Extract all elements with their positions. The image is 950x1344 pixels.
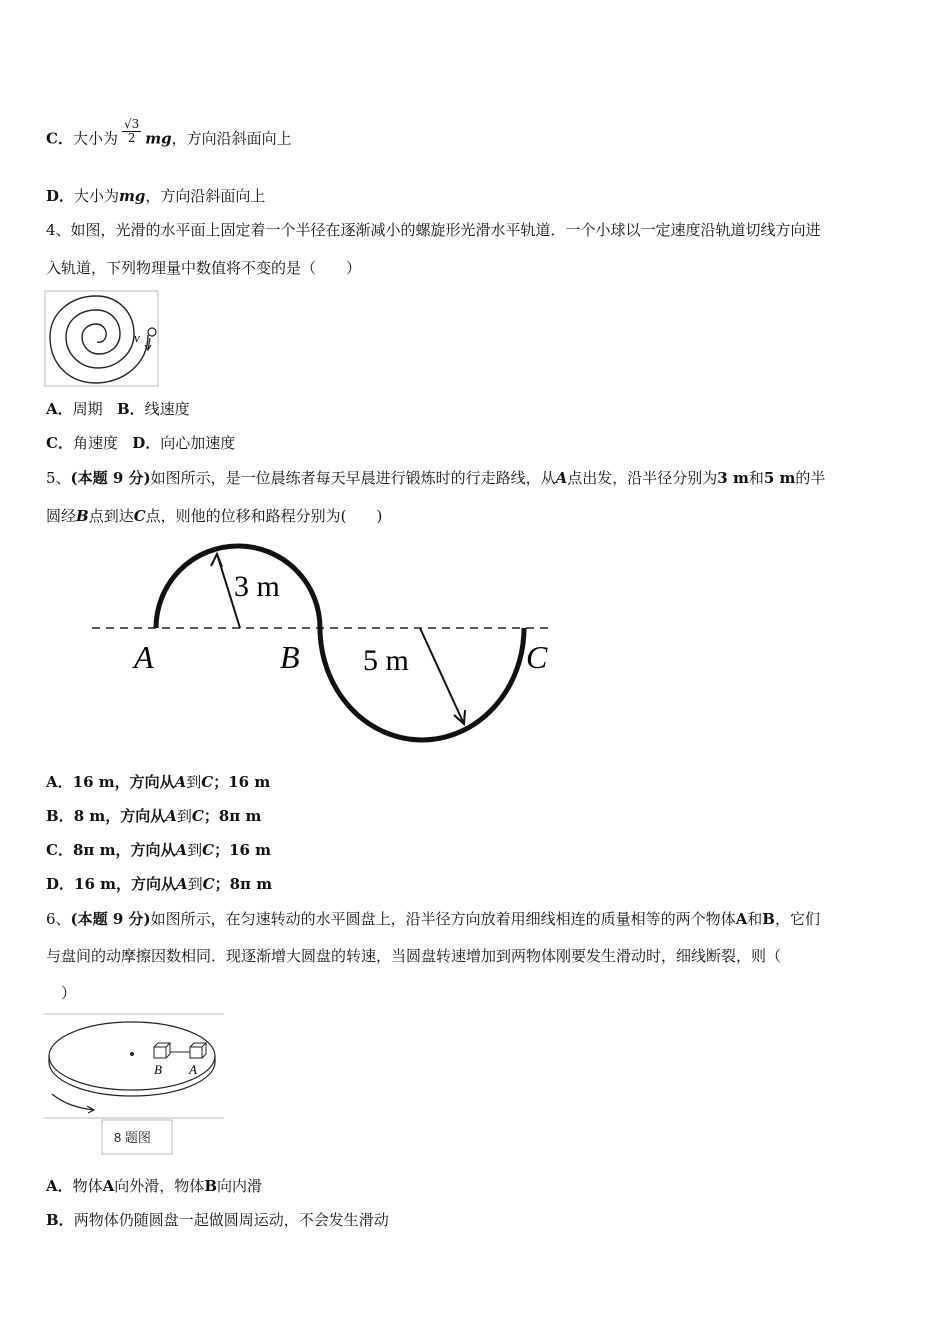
q3-option-c: C．大小为 $\frac{√3}{2}$ mg，方向沿斜面向上	[46, 117, 292, 148]
q3-option-d: D．大小为mg，方向沿斜面向上	[46, 187, 266, 205]
q4-options-row2: C．角速度 D．向心加速度	[46, 434, 236, 452]
label-5m: 5 m	[363, 644, 409, 677]
large-semicircle	[320, 628, 524, 740]
radius-arrow-large	[420, 628, 465, 724]
spiral-track-figure	[44, 290, 160, 388]
disk-center	[130, 1052, 134, 1056]
q4-stem-line1: 4、如图，光滑的水平面上固定着一个半径在逐渐减小的螺旋形光滑水平轨道．一个小球以一定速度沿轨道切线方向进	[46, 221, 821, 239]
q5-option-b: B．8 m，方向从A到C；8π m	[46, 807, 262, 825]
point-a-label: A	[134, 639, 154, 675]
q6-option-a: A．物体A向外滑，物体B向内滑	[46, 1177, 263, 1195]
q5-option-a: A．16 m，方向从A到C；16 m	[46, 773, 271, 791]
v-label: v	[134, 330, 140, 345]
q5-stem-line2: 圆经B点到达C点，则他的位移和路程分别为( )	[46, 507, 383, 525]
fraction-sqrt3-over-2: $\frac{√3}{2}$	[123, 117, 140, 145]
rotating-disk-figure	[44, 1012, 226, 1158]
figure-caption: 8 题图	[114, 1130, 151, 1145]
point-b-label: B	[280, 639, 300, 675]
ball	[148, 328, 156, 336]
q6-option-b: B．两物体仍随圆盘一起做圆周运动，不会发生滑动	[46, 1211, 389, 1229]
q5-option-d: D．16 m，方向从A到C；8π m	[46, 875, 273, 893]
q5-stem-line1: 5、(本题 9 分)如图所示，是一位晨练者每天早晨进行锻炼时的行走路线，从A点出发，沿半径分别为3 m和5 m的半	[46, 469, 826, 487]
q6-stem-line1: 6、(本题 9 分)如图所示，在匀速转动的水平圆盘上，沿半径方向放着用细线相连的质量相等的两个物体A和B，它们	[46, 910, 820, 928]
q6-stem-line3: ）	[46, 984, 77, 1002]
point-c-label: C	[526, 639, 548, 675]
rotation-arrow	[52, 1094, 94, 1113]
walking-path-figure	[90, 540, 560, 750]
q6-stem-line2: 与盘间的动摩擦因数相同．现逐渐增大圆盘的转速，当圆盘转速增加到两物体刚要发生滑动时，细线断裂，则（	[46, 947, 782, 965]
label-3m: 3 m	[234, 570, 280, 603]
q5-option-c: C．8π m，方向从A到C；16 m	[46, 841, 272, 859]
label-a: A	[189, 1062, 197, 1077]
label-b: B	[154, 1062, 162, 1077]
q4-stem-line2: 入轨道，下列物理量中数值将不变的是（ ）	[46, 259, 362, 277]
q4-options-row1: A．周期 B．线速度	[46, 400, 190, 418]
